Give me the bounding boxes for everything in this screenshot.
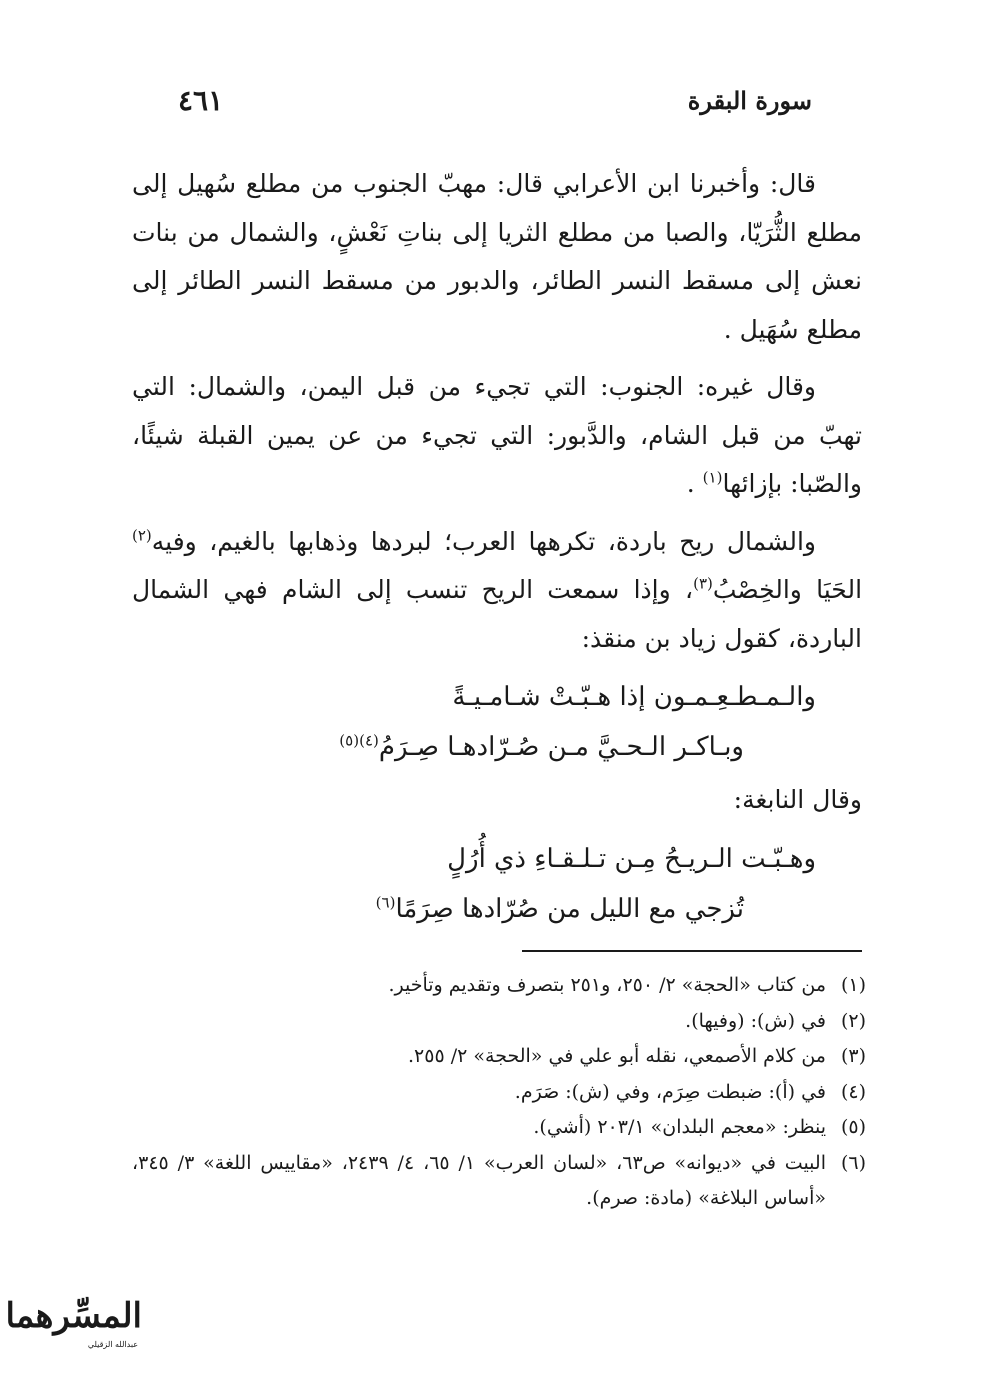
logo-text: المسِّرهما xyxy=(5,1296,142,1336)
verse-2-second-text: تُزجي مع الليل من صُرّادها صِرَمًا xyxy=(395,893,744,924)
paragraph-3-b: الحَيَا والخِصْبُ xyxy=(712,575,863,604)
paragraph-3 xyxy=(132,518,862,664)
paragraph-2-end: . xyxy=(686,469,703,498)
footnote-3 xyxy=(132,1039,866,1075)
footnote-divider xyxy=(522,950,862,952)
watermark-logo xyxy=(5,1296,142,1356)
footnote-number: (١) xyxy=(840,974,866,996)
footnote-ref-3: (٣) xyxy=(693,574,713,593)
footnote-4 xyxy=(132,1075,866,1111)
paragraph-1: قال: وأخبرنا ابن الأعرابي قال: مهبّ الجنوب من مطلع سُهيل إلى مطلع الثُّرَيّا، والصبا من مطلع الثريا إلى بناتِ نَعْشٍ، والشمال من بنات نعش إلى مسقط النسر الطائر، والدبور من مسقط النسر الطائر إلى مطلع سُهَيل . xyxy=(132,169,862,344)
footnote-number: (٦) xyxy=(840,1151,866,1174)
verse-1-first-hemistich: والـمـطـعِـمـون إذا هـبّـتْ شـامـيـةً xyxy=(452,682,816,712)
verse-2-second-hemistich xyxy=(132,884,862,934)
verse-1-second-hemistich xyxy=(132,722,862,772)
paragraph-3-a: والشمال ريح باردة، تكرهها العرب؛ لبردها وذهابها بالغيم، وفيه xyxy=(151,526,816,556)
footnote-ref-4-5: (٤)(٥) xyxy=(339,731,379,750)
footnote-5 xyxy=(132,1110,866,1146)
page-header xyxy=(178,86,812,126)
footnote-text: من كتاب «الحجة» ٢/ ٢٥٠، و٢٥١ بتصرف وتقديم وتأخير. xyxy=(388,974,826,996)
footnote-text: في (ش): (وفيها). xyxy=(685,1009,826,1032)
paragraph-3-c: ، وإذا سمعت الريح تنسب إلى الشام فهي الشمال الباردة، كقول زياد بن منقذ: xyxy=(132,575,862,653)
main-text xyxy=(132,160,862,934)
footnote-2 xyxy=(132,1004,866,1040)
footnote-6 xyxy=(132,1146,866,1217)
footnote-ref-6: (٦) xyxy=(375,892,396,911)
paragraph-2-text: وقال غيره: الجنوب: التي تجيء من قبل اليمن، والشمال: التي تهبّ من قبل الشام، والدَّبور: التي تجيء من عن يمين القبلة شيئًا، والصّبا: بإزائها xyxy=(132,372,862,498)
footnote-ref-2: (٢) xyxy=(132,526,152,545)
footnote-number: (٥) xyxy=(840,1116,866,1138)
footnote-number: (٢) xyxy=(840,1009,866,1032)
footnote-text: في (أ): ضبطت صِرَم، وفي (ش): صَرَم. xyxy=(514,1080,826,1103)
paragraph-4: وقال النابغة: xyxy=(733,785,862,814)
page-number: ٤٦١ xyxy=(178,84,224,117)
verse-2-first-hemistich: وهـبّـت الـريـحُ مِـن تـلـقـاءِ ذي أُرُلٍ xyxy=(447,843,816,874)
footnote-number: (٣) xyxy=(840,1045,866,1067)
surah-name: سورة البقرة xyxy=(687,86,812,115)
footnote-1 xyxy=(132,968,866,1004)
footnote-ref-1: (١) xyxy=(702,468,723,487)
verse-1-second-text: وبـاكـر الـحـيَّ مـن صُـرّادهـا صِـرَمُ xyxy=(378,732,744,762)
logo-subtext: عبدالله الزقيلي xyxy=(87,1340,138,1349)
footnote-text: ينظر: «معجم البلدان» ٢٠٣/١ (أشي). xyxy=(533,1116,826,1138)
footnotes xyxy=(132,968,866,1217)
footnote-text: البيت في «ديوانه» ص٦٣، «لسان العرب» ١/ ٦٥، ٤/ ٢٤٣٩، «مقاييس اللغة» ٣/ ٣٤٥، «أساس البلاغة» (مادة: صرم). xyxy=(132,1151,826,1209)
paragraph-2 xyxy=(132,363,862,509)
footnote-text: من كلام الأصمعي، نقله أبو علي في «الحجة» ٢/ ٢٥٥. xyxy=(408,1045,826,1067)
footnote-number: (٤) xyxy=(840,1080,866,1103)
